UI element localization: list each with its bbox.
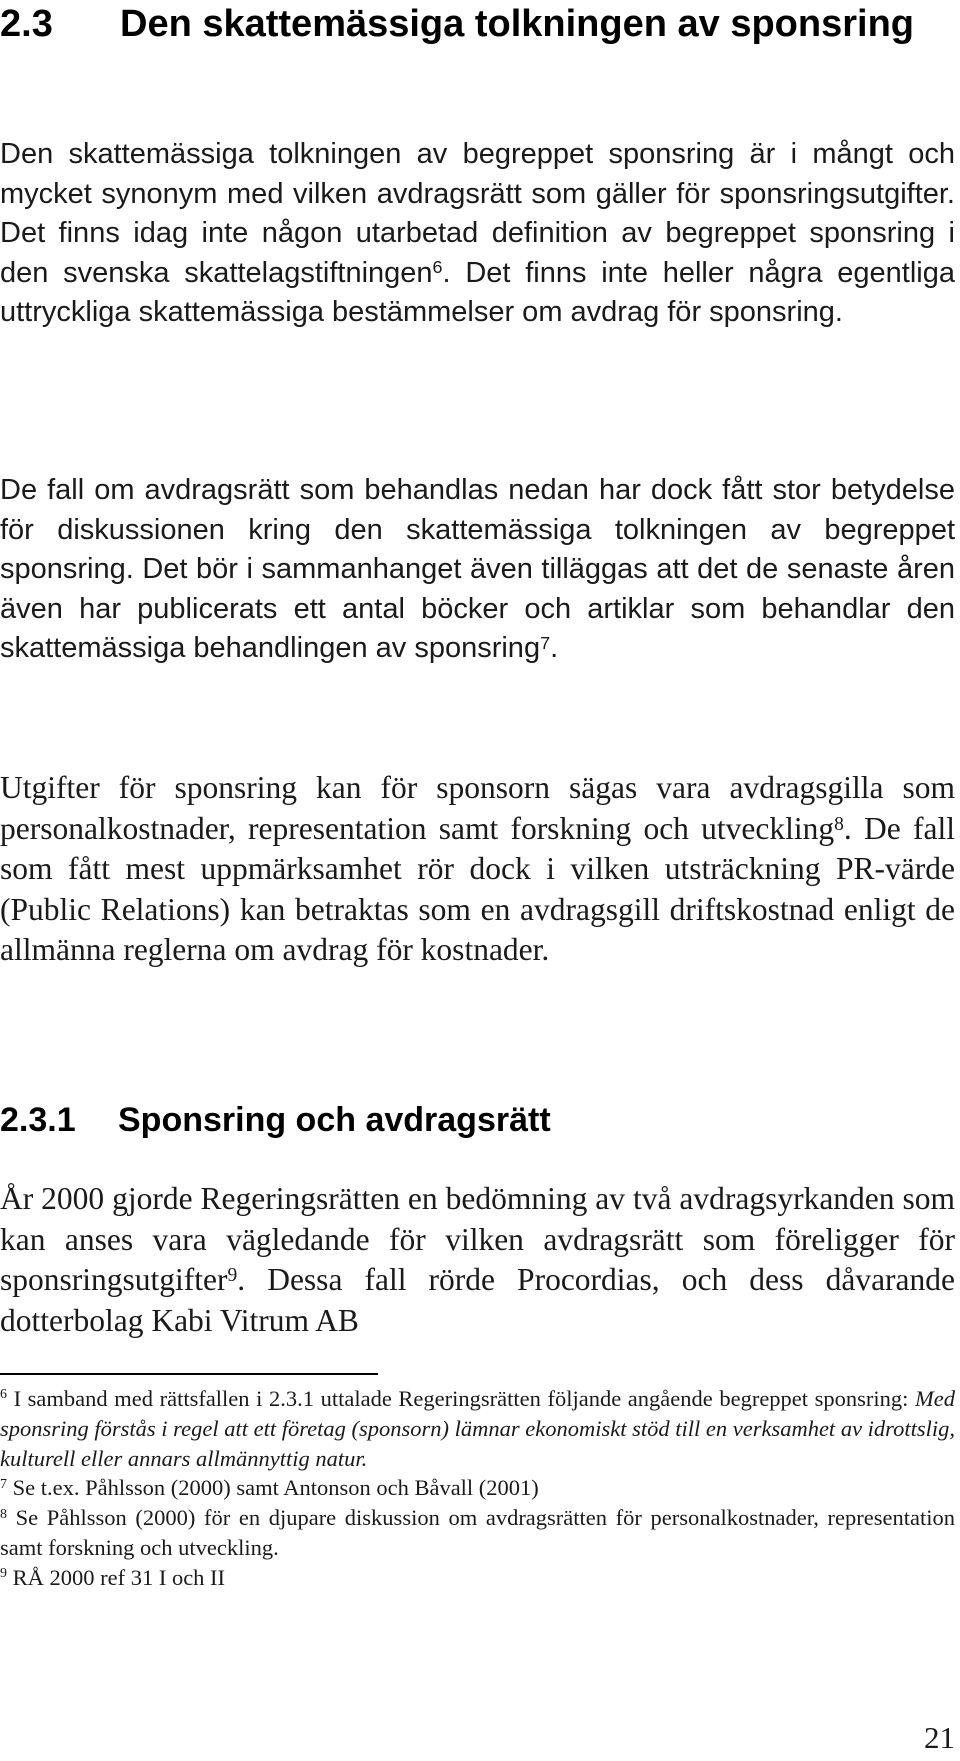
- footnote-9-text: RÅ 2000 ref 31 I och II: [6, 1564, 226, 1590]
- footnote-7-text: Se t.ex. Påhlsson (2000) samt Antonson och Båvall (2001): [6, 1475, 539, 1501]
- footnote-6-quote: Med sponsring förstås i regel att ett företag (sponsorn) lämnar ekonomiskt stöd till en verksamhet av idrottslig, kulturell eller annars allmännyttig natur.: [0, 1386, 955, 1471]
- paragraph-3-text-a: Utgifter för sponsring kan för sponsorn sägas vara avdragsgilla som personalkostnader, representation samt forskning och utveckling: [0, 770, 955, 846]
- paragraph-4-text-a: År 2000 gjorde Regeringsrätten en bedömning av två avdragsyrkanden som kan anses vara vägledande för vilken avdragsrätt som föreligger för sponsringsutgifter: [0, 1181, 955, 1297]
- footnote-separator: [0, 1373, 378, 1375]
- footnote-ref-9[interactable]: 9: [227, 1265, 238, 1287]
- footnote-7: [0, 1473, 955, 1503]
- footnote-6-number: 6: [0, 1387, 7, 1403]
- footnote-9-number: 9: [0, 1566, 7, 1582]
- subsection-title: Sponsring och avdragsrätt: [118, 1101, 551, 1139]
- paragraph-2-text-b: .: [550, 632, 559, 664]
- subsection-number: 2.3.1: [0, 1101, 76, 1139]
- paragraph-1-text-b: . Det finns inte heller några egentliga uttryckliga skattemässiga bestämmelser om avdrag för sponsring.: [0, 256, 955, 328]
- paragraph-2: [0, 471, 955, 669]
- page-number: 21: [924, 1720, 955, 1755]
- subsection-heading: [0, 1098, 940, 1142]
- paragraph-1: [0, 135, 955, 333]
- section-number: 2.3: [0, 3, 53, 45]
- paragraph-4: [0, 1179, 955, 1341]
- footnote-8: [0, 1503, 955, 1563]
- paragraph-2-text-a: De fall om avdragsrätt som behandlas nedan har dock fått stor betydelse för diskussionen kring den skattemässiga tolkningen av begreppet sponsring. Det bör i sammanhanget även tilläggas att det de senaste åren även har publicerats ett antal böcker och artiklar som behandlar den skattemässiga behandlingen av sponsring: [0, 474, 955, 664]
- footnote-6: [0, 1384, 955, 1473]
- footnote-8-number: 8: [0, 1506, 7, 1522]
- paragraph-1-text-a: Den skattemässiga tolkningen av begreppet sponsring är i mångt och mycket synonym med vilken avdragsrätt som gäller för sponsringsutgifter. Det finns idag inte någon utarbetad definition av begreppet sponsring i den svenska skattelagstiftningen: [0, 138, 955, 289]
- footnote-7-number: 7: [0, 1476, 7, 1492]
- section-title: Den skattemässiga tolkningen av sponsring: [120, 3, 914, 45]
- footnote-8-text: Se Påhlsson (2000) för en djupare diskussion om avdragsrätten för personalkostnader, representation samt forskning och utveckling.: [0, 1505, 955, 1560]
- footnote-ref-8[interactable]: 8: [834, 813, 844, 835]
- paragraph-3-text-b: . De fall som fått mest uppmärksamhet rör dock i vilken utsträckning PR-värde (Public Relations) kan betraktas som en avdragsgill driftskostnad enligt de allmänna reglerna om avdrag för kostnader.: [0, 810, 955, 967]
- footnote-ref-7[interactable]: 7: [540, 632, 551, 653]
- footnote-9: [0, 1563, 955, 1593]
- paragraph-3: [0, 768, 955, 971]
- paragraph-4-text-b: . Dessa fall rörde Procordias, och dess dåvarande dotterbolag Kabi Vitrum AB: [0, 1262, 955, 1338]
- footnotes: [0, 1384, 955, 1593]
- footnote-6-text: I samband med rättsfallen i 2.3.1 uttalade Regeringsrätten följande angående begreppet sponsring:: [6, 1386, 916, 1411]
- footnote-ref-6[interactable]: 6: [432, 257, 443, 278]
- section-heading: [0, 0, 940, 48]
